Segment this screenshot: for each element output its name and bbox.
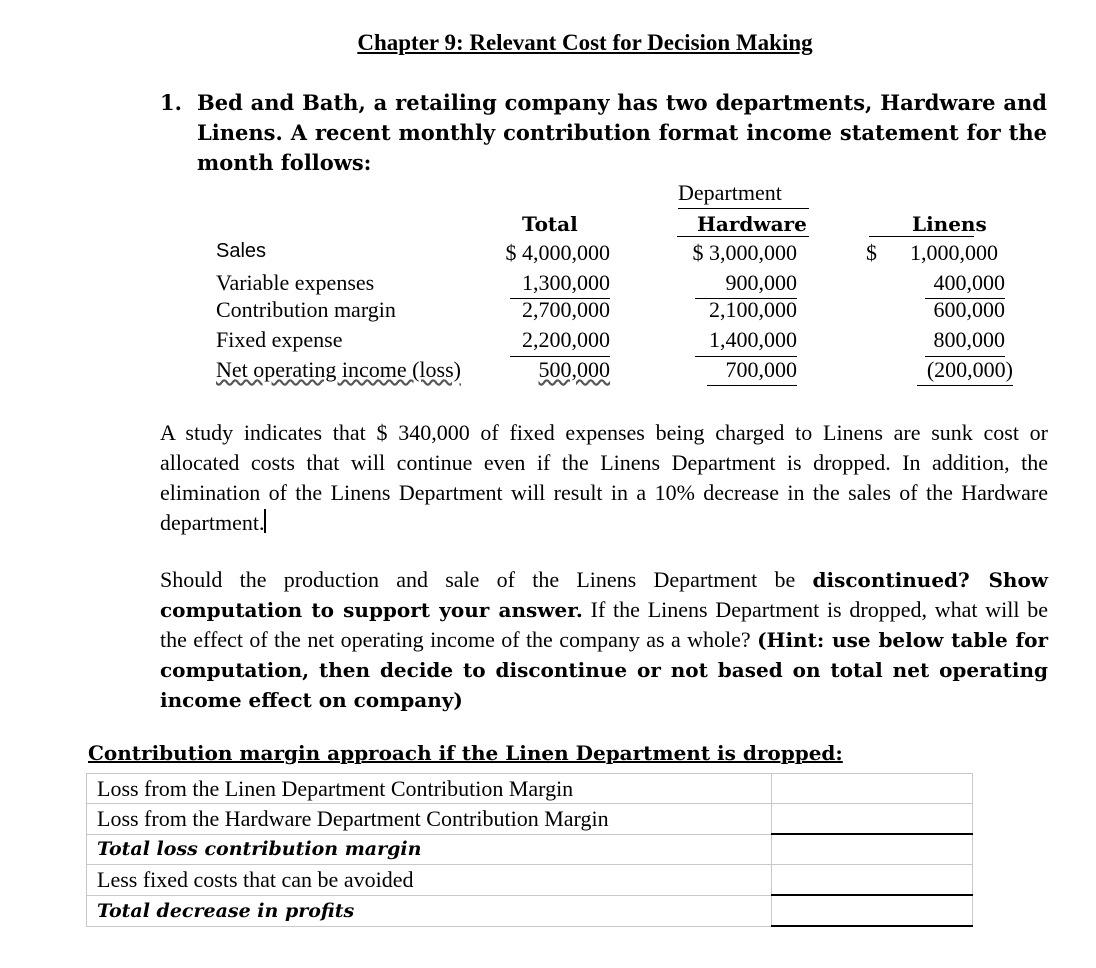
question-text-1: Should the production and sale of the Linens Department be bbox=[160, 567, 813, 592]
question-number: 1. bbox=[160, 90, 182, 115]
answer-cell-linen-cm-loss[interactable] bbox=[772, 774, 973, 804]
hardware-variable-expenses: 900,000 bbox=[725, 270, 797, 295]
total-noi-text: 500,000 bbox=[538, 357, 610, 382]
row-avoidable-fixed-costs-label: Less fixed costs that can be avoided bbox=[87, 865, 772, 896]
noi-label-text: Net operating income (loss) bbox=[216, 357, 461, 382]
total-contribution-margin: 2,700,000 bbox=[522, 297, 610, 322]
hardware-underline-3 bbox=[707, 385, 797, 386]
hardware-sales: $ 3,000,000 bbox=[692, 240, 797, 265]
row-label-net-operating-income bbox=[216, 357, 461, 383]
answer-cell-hardware-cm-loss[interactable] bbox=[772, 804, 973, 835]
table-row bbox=[87, 865, 973, 896]
linens-underline-3 bbox=[917, 385, 1013, 386]
column-header-hardware: Hardware bbox=[697, 212, 807, 236]
study-paragraph-text: A study indicates that $ 340,000 of fixed expenses being charged to Linens are sunk cost or allocated costs that will continue even if the Linens Department is dropped. In addition, the elimination of the Linens Department will result in a 10% decrease in the sales of the Hardware department. bbox=[160, 420, 1048, 535]
total-sales: $ 4,000,000 bbox=[505, 240, 610, 265]
page-title: Chapter 9: Relevant Cost for Decision Making bbox=[357, 30, 813, 55]
hardware-fixed-expense: 1,400,000 bbox=[709, 327, 797, 352]
cm-approach-table bbox=[86, 773, 973, 927]
row-label-fixed-expense: Fixed expense bbox=[216, 327, 343, 352]
department-header: Department bbox=[678, 180, 782, 205]
question-text-2: If the Linens Department is dropped, what will be the effect of the net operating income of the company as a whole? bbox=[160, 597, 1048, 652]
hardware-contribution-margin: 2,100,000 bbox=[709, 297, 797, 322]
row-hardware-cm-loss-label: Loss from the Hardware Department Contribution Margin bbox=[87, 804, 772, 835]
linens-contribution-margin: 600,000 bbox=[933, 297, 1005, 322]
linens-net-operating-income: (200,000) bbox=[926, 357, 1013, 382]
total-fixed-expense: 2,200,000 bbox=[522, 327, 610, 352]
question-intro: Bed and Bath, a retailing company has two departments, Hardware and Linens. A recent monthly contribution format income statement for the month follows: bbox=[197, 90, 1047, 175]
linens-sales: 1,000,000 bbox=[910, 240, 998, 265]
answer-cell-total-loss-cm[interactable] bbox=[772, 834, 973, 865]
hardware-header-underline bbox=[677, 236, 809, 237]
row-total-decrease-profits-label: Total decrease in profits bbox=[87, 895, 772, 926]
column-header-total: Total bbox=[522, 212, 578, 236]
answer-cell-total-decrease-profits[interactable] bbox=[772, 895, 973, 926]
linens-variable-expenses: 400,000 bbox=[933, 270, 1005, 295]
department-underline bbox=[678, 208, 809, 209]
table-row bbox=[87, 895, 973, 926]
linens-sales-dollar-sign: $ bbox=[866, 240, 877, 265]
row-total-loss-cm-label: Total loss contribution margin bbox=[87, 834, 772, 865]
total-net-operating-income bbox=[470, 357, 610, 383]
discontinue-question bbox=[160, 565, 1048, 715]
hardware-net-operating-income: 700,000 bbox=[725, 357, 797, 382]
question-bold-1: discontinued? Show computation to support your answer. bbox=[160, 568, 1048, 622]
row-label-contribution-margin: Contribution margin bbox=[216, 297, 396, 322]
table-row bbox=[87, 804, 973, 835]
question-hint: (Hint: use below table for computation, then decide to discontinue or not based on total net operating income effect on company) bbox=[160, 628, 1049, 712]
cm-table-title: Contribution margin approach if the Linen Department is dropped: bbox=[88, 741, 843, 765]
row-label-sales: Sales bbox=[216, 240, 267, 262]
table-row bbox=[87, 834, 973, 865]
linens-header-underline bbox=[869, 236, 974, 237]
text-cursor bbox=[264, 509, 266, 533]
column-header-linens: Linens bbox=[912, 212, 987, 236]
row-linen-cm-loss-label: Loss from the Linen Department Contribution Margin bbox=[87, 774, 772, 804]
study-paragraph bbox=[160, 418, 1048, 538]
linens-fixed-expense: 800,000 bbox=[933, 327, 1005, 352]
table-row bbox=[87, 774, 973, 804]
total-variable-expenses: 1,300,000 bbox=[522, 270, 610, 295]
row-label-variable-expenses: Variable expenses bbox=[216, 270, 375, 295]
answer-cell-avoidable-fixed-costs[interactable] bbox=[772, 865, 973, 896]
